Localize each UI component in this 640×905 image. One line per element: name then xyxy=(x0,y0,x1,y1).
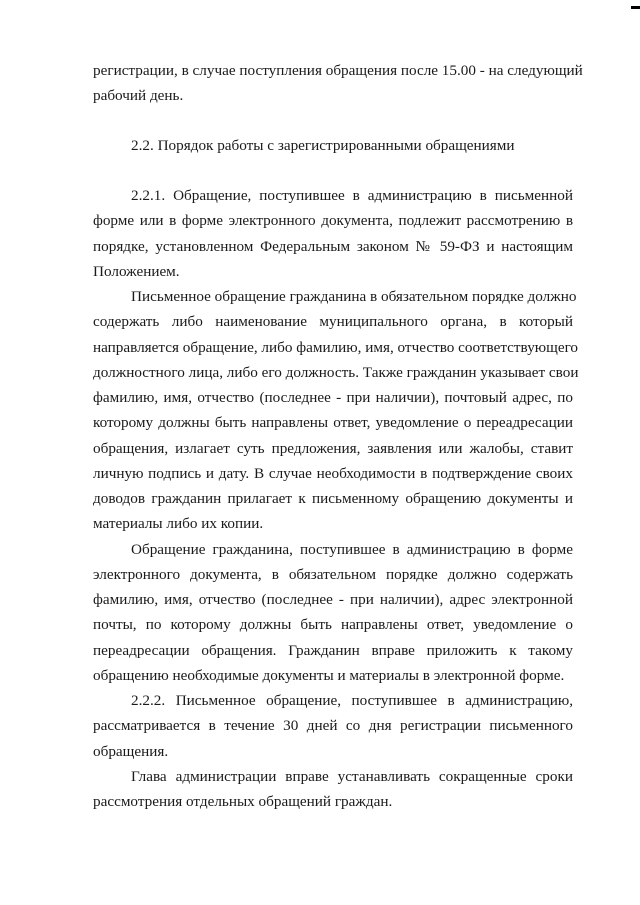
text-line: почты, по которому должны быть направлены ответ, уведомление о xyxy=(93,616,573,633)
text-line: Положением. xyxy=(93,263,180,280)
text-line: направляется обращение, либо фамилию, имя, отчество соответствующего xyxy=(93,339,579,356)
section-heading: 2.2. Порядок работы с зарегистрированными обращениями xyxy=(131,137,515,154)
text-line: содержать либо наименование муниципального органа, в который xyxy=(93,313,573,330)
text-line: регистрации, в случае поступления обращения после 15.00 - на следующий xyxy=(93,62,583,79)
text-line: фамилию, имя, отчество (последнее - при наличии), адрес электронной xyxy=(93,591,573,608)
text-line: материалы либо их копии. xyxy=(93,515,264,532)
text-line: обращения, излагает суть предложения, заявления или жалобы, ставит xyxy=(93,440,573,457)
paragraph-first-line: 2.2.1. Обращение, поступившее в администрацию в письменной xyxy=(131,187,573,204)
text-line: рабочий день. xyxy=(93,87,184,104)
paragraph-first-line: 2.2.2. Письменное обращение, поступившее в администрацию, xyxy=(131,692,573,709)
text-line: рассматривается в течение 30 дней со дня регистрации письменного xyxy=(93,717,573,734)
text-line: форме или в форме электронного документа, подлежит рассмотрению в xyxy=(93,212,573,229)
text-line: доводов гражданин прилагает к письменному обращению документы и xyxy=(93,490,573,507)
paragraph-first-line: Письменное обращение гражданина в обязательном порядке должно xyxy=(131,288,577,305)
scan-corner-mark xyxy=(631,6,640,9)
paragraph-first-line: Глава администрации вправе устанавливать сокращенные сроки xyxy=(131,768,573,785)
text-line: порядке, установленном Федеральным законом № 59-ФЗ и настоящим xyxy=(93,238,573,255)
text-line: фамилию, имя, отчество (последнее - при наличии), почтовый адрес, по xyxy=(93,389,573,406)
text-line: личную подпись и дату. В случае необходимости в подтверждение своих xyxy=(93,465,573,482)
text-line: переадресации обращения. Гражданин вправе приложить к такому xyxy=(93,642,573,659)
text-line: электронного документа, в обязательном порядке должно содержать xyxy=(93,566,573,583)
paragraph-first-line: Обращение гражданина, поступившее в администрацию в форме xyxy=(131,541,573,558)
text-line: должностного лица, либо его должность. Также гражданин указывает свои xyxy=(93,364,579,381)
text-line: обращения. xyxy=(93,743,169,760)
text-line: которому должны быть направлены ответ, уведомление о переадресации xyxy=(93,414,573,431)
text-line: обращению необходимые документы и материалы в электронной форме. xyxy=(93,667,565,684)
text-line: рассмотрения отдельных обращений граждан. xyxy=(93,793,393,810)
